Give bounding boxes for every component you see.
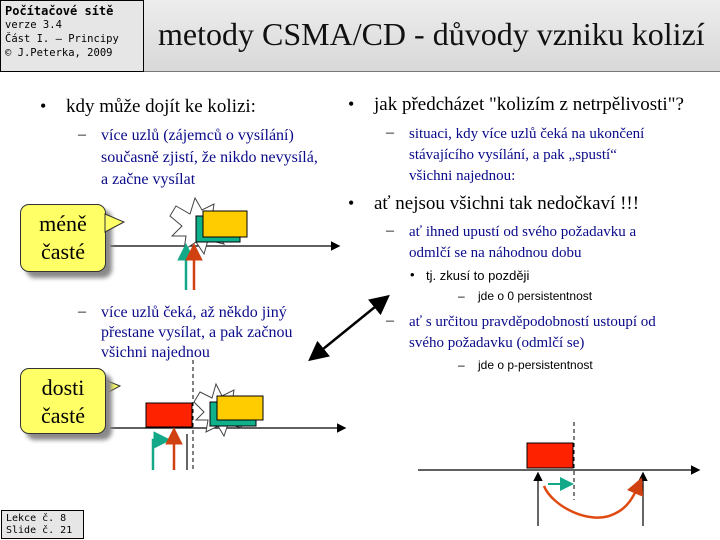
callout1-line2: časté: [41, 239, 85, 264]
dash-icon: –: [458, 358, 465, 372]
case2-line2: přestane vysílat, a pak začnou: [101, 324, 293, 341]
impatience-statement: ať nejsou všichni tak nedočkaví !!!: [374, 193, 640, 214]
case1-line3: a začne vysílat: [101, 171, 196, 188]
callout2-line2: časté: [41, 403, 85, 428]
sub2-note: tj. zkusí to později: [426, 268, 530, 283]
bullet-icon: •: [348, 193, 355, 213]
case2-line1: více uzlů čeká, až někdo jiný: [101, 304, 287, 321]
case1-line1: více uzlů (zájemců o vysílání): [101, 127, 294, 144]
dash-icon: –: [78, 126, 86, 143]
callout2-line1: dosti: [41, 375, 85, 400]
callout1-line1: méně: [39, 211, 87, 236]
part-label: Část I. – Principy: [5, 33, 119, 45]
frame-red-ongoing: [146, 403, 192, 427]
sub1-line3: všichni najednou:: [409, 168, 516, 184]
dash-icon: –: [386, 312, 394, 329]
frame-yellow: [217, 396, 263, 420]
diagram-p-persistence: [418, 422, 698, 526]
version-label: verze 3.4: [5, 19, 62, 31]
diagram-waiting-start: [110, 360, 344, 470]
slide-info-box: [1, 510, 84, 539]
frame-red-ongoing: [527, 443, 573, 468]
case1-line2: současně zjistí, že nikdo nevysílá,: [101, 149, 318, 166]
bullet-icon: •: [410, 267, 415, 282]
callout-less-frequent: [20, 204, 106, 272]
sub3-line2: svého požadavku (odmlčí se): [409, 335, 585, 351]
question-prevention: jak předcházet "kolizím z netrpělivosti"?: [374, 94, 684, 115]
copyright-label: © J.Peterka, 2009: [5, 47, 113, 59]
slide-title: metody CSMA/CD - důvody vzniku kolizí: [158, 16, 705, 52]
slide-label: Slide č. 21: [6, 525, 73, 536]
sub1-line1: situaci, kdy více uzlů čeká na ukončení: [409, 126, 645, 142]
arrow-random-backoff: [544, 482, 640, 518]
sub2-line2: odmlčí se na náhodnou dobu: [409, 245, 582, 261]
bullet-icon: •: [40, 96, 47, 116]
dash-icon: –: [78, 303, 86, 320]
diagram-simultaneous-start: [110, 198, 338, 290]
question-collision-when: kdy může dojít ke kolizi:: [66, 96, 256, 117]
sub1-line2: stávajícího vysílání, a pak „spustí“: [409, 147, 617, 163]
dash-icon: –: [458, 289, 465, 303]
dash-icon: –: [386, 222, 394, 239]
frame-yellow: [203, 211, 247, 237]
bullet-icon: •: [348, 94, 355, 114]
dash-icon: –: [386, 124, 394, 141]
arrow-node-a-wait: [153, 440, 166, 470]
sub3-line1: ať s určitou pravděpodobností ustoupí od: [409, 314, 656, 330]
lesson-label: Lekce č. 8: [6, 513, 67, 524]
callout-quite-frequent: [20, 368, 106, 434]
sub2-line1: ať ihned upustí od svého požadavku a: [409, 224, 637, 240]
case2-line3: všichni najednou: [101, 344, 210, 361]
connector-arrow: [312, 298, 386, 358]
course-title: Počítačové sítě: [5, 4, 114, 18]
sub2-method: jde o 0 persistentnost: [478, 289, 593, 303]
sub3-method: jde o p-persistentnost: [478, 358, 593, 372]
